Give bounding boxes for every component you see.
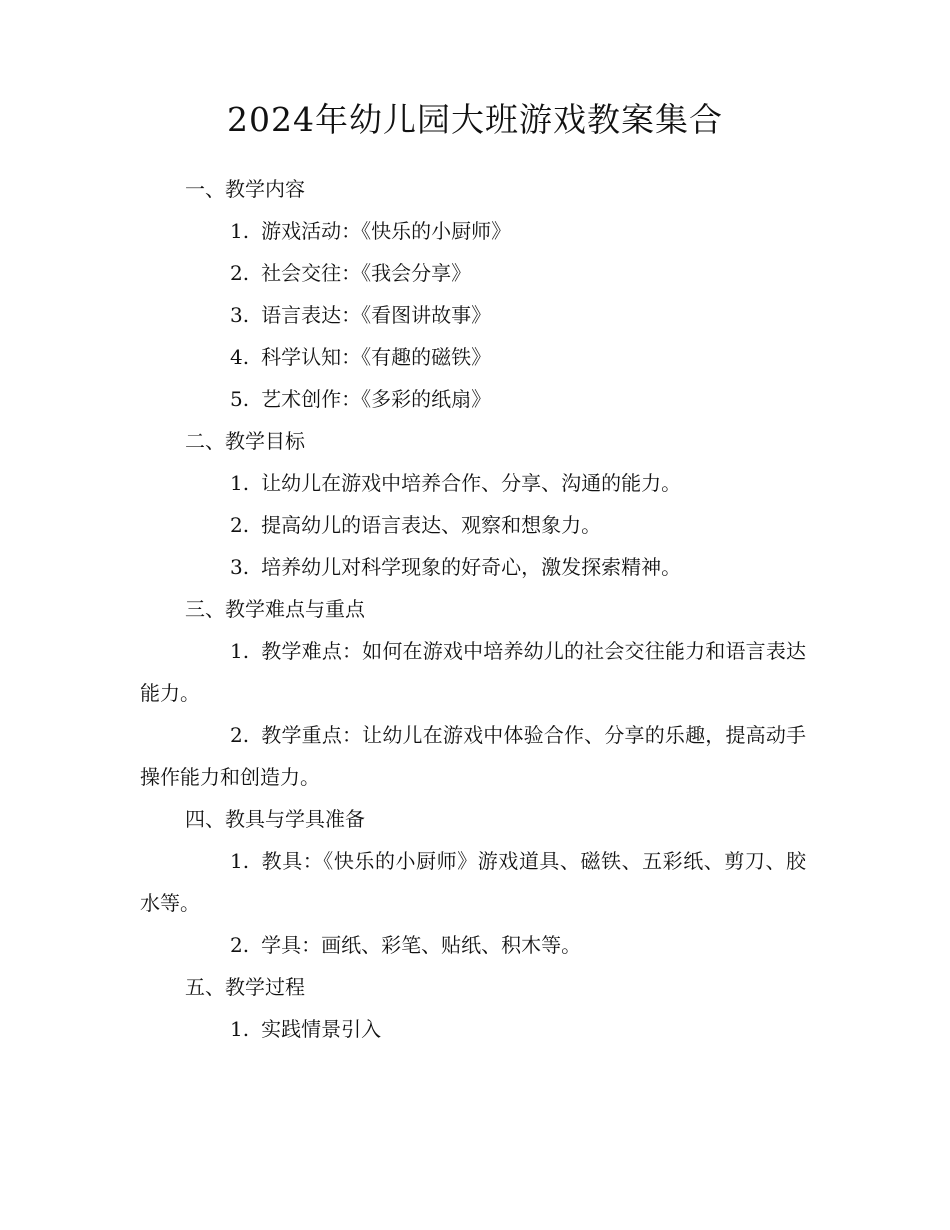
list-item [140,462,806,504]
paragraph-text: 提高幼儿的语言表达、观察和想象力。 [261,513,602,537]
paragraph-text: 实践情景引入 [261,1017,382,1041]
item-number: 3. [230,555,250,579]
paragraph-text: 培养幼儿对科学现象的好奇心，激发探索精神。 [261,555,682,579]
section-heading [140,168,806,210]
paragraph-text: 社会交往：《我会分享》 [261,261,472,285]
paragraph-text: 三、教学难点与重点 [185,597,365,621]
list-item [140,504,806,546]
section-heading [140,798,806,840]
paragraph-text: 让幼儿在游戏中培养合作、分享、沟通的能力。 [261,471,682,495]
list-item [140,630,806,714]
list-item [140,840,806,924]
item-number: 1. [230,471,250,495]
paragraph-text: 一、教学内容 [185,177,305,201]
list-item [140,714,806,798]
item-number: 5. [230,387,250,411]
list-item [140,252,806,294]
paragraph-text: 教学重点：让幼儿在游戏中体验合作、分享的乐趣，提高动手操作能力和创造力。 [140,723,806,789]
paragraph-text: 五、教学过程 [185,975,305,999]
list-item [140,924,806,966]
item-number: 2. [230,513,250,537]
section-heading [140,588,806,630]
paragraph-text: 游戏活动：《快乐的小厨师》 [261,219,512,243]
item-number: 2. [230,261,250,285]
item-number: 2. [230,723,250,747]
section-heading [140,966,806,1008]
item-number: 4. [230,345,250,369]
paragraph-text: 学具：画纸、彩笔、贴纸、积木等。 [261,933,582,957]
list-item [140,378,806,420]
paragraph-text: 艺术创作：《多彩的纸扇》 [261,387,492,411]
item-number: 1. [230,639,250,663]
item-number: 1. [230,219,250,243]
paragraph-text: 科学认知：《有趣的磁铁》 [261,345,492,369]
list-item [140,336,806,378]
document-title: 2024年幼儿园大班游戏教案集合 [227,100,723,139]
list-item [140,546,806,588]
paragraph-text: 教学难点：如何在游戏中培养幼儿的社会交往能力和语言表达能力。 [140,639,806,705]
list-item [140,210,806,252]
item-number: 1. [230,849,250,873]
list-item [140,294,806,336]
paragraph-text: 四、教具与学具准备 [185,807,365,831]
paragraph-text: 教具：《快乐的小厨师》游戏道具、磁铁、五彩纸、剪刀、胶水等。 [140,849,806,915]
document-body [140,168,806,1050]
section-heading [140,420,806,462]
item-number: 3. [230,303,250,327]
item-number: 2. [230,933,250,957]
paragraph-text: 语言表达：《看图讲故事》 [261,303,492,327]
list-item [140,1008,806,1050]
item-number: 1. [230,1017,250,1041]
paragraph-text: 二、教学目标 [185,429,305,453]
